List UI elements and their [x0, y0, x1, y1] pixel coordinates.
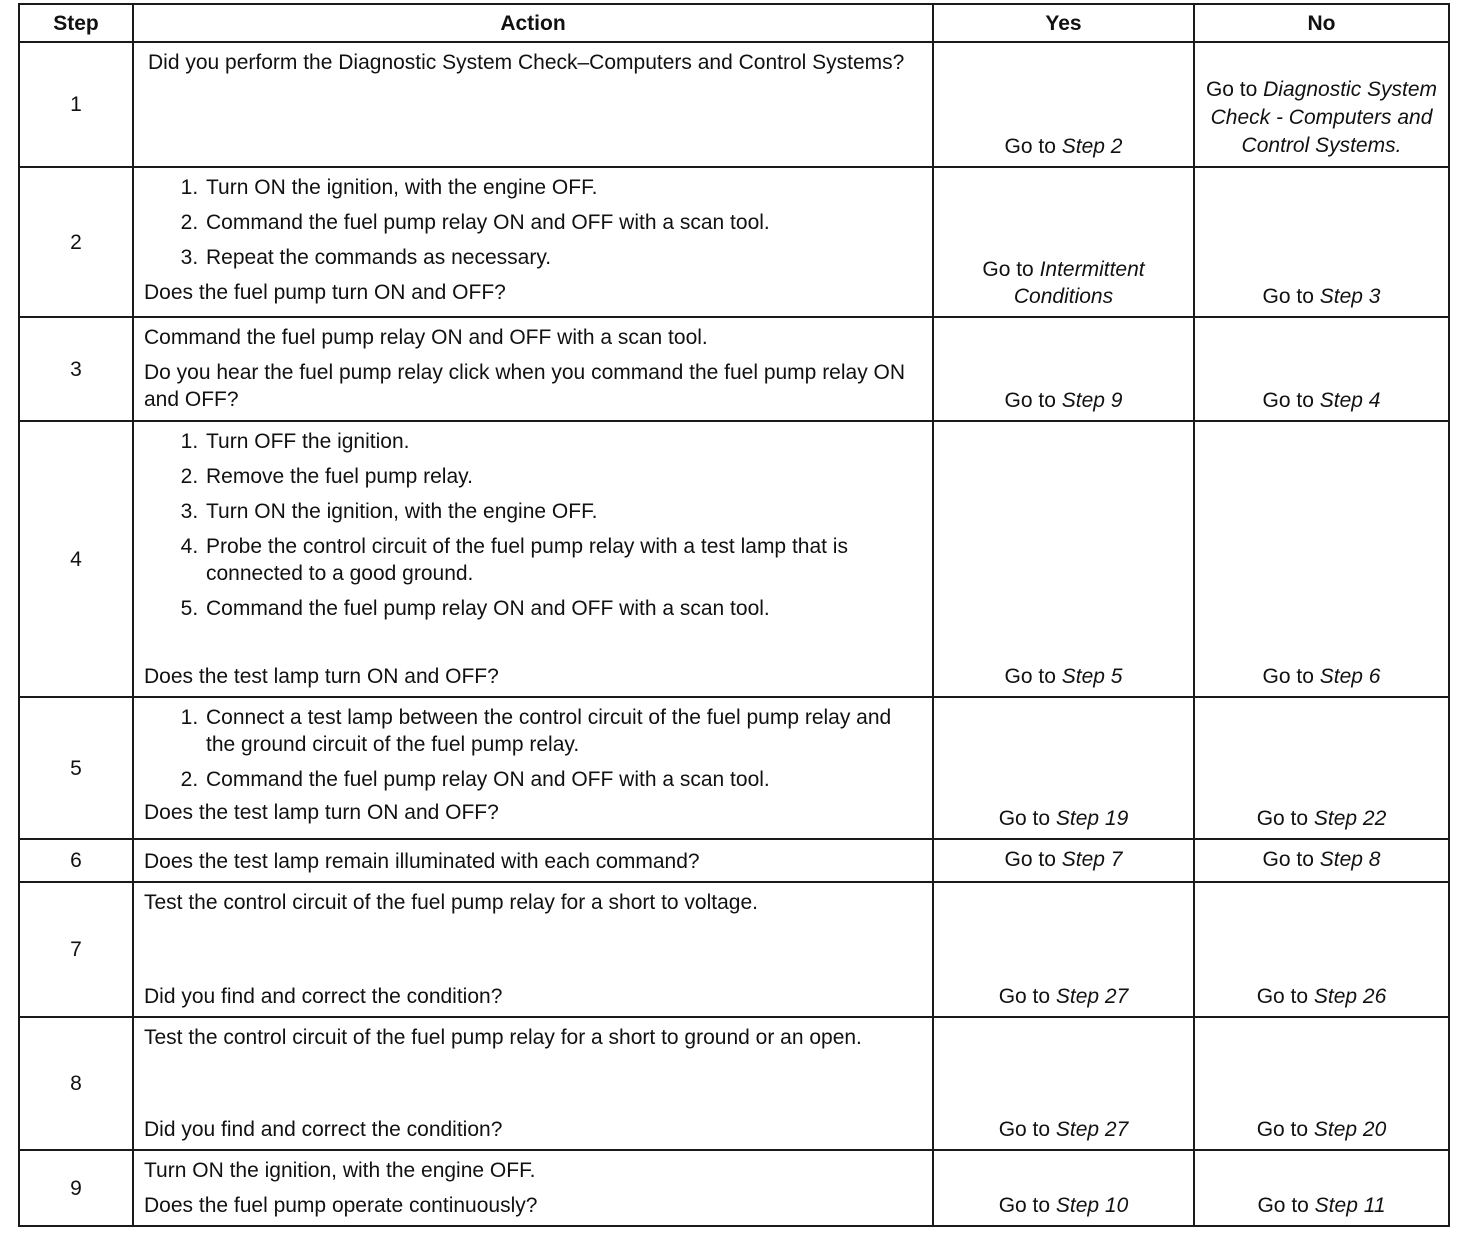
yes-target: Step 19: [1055, 807, 1129, 830]
go-to-prefix: Go to: [1256, 1118, 1314, 1141]
go-to-prefix: Go to: [1256, 807, 1314, 830]
list-item: 1. Connect a test lamp between the control circuit of the fuel pump relay and the ground circuit of the fuel pump relay.: [204, 704, 922, 758]
no-target: Step 6: [1319, 665, 1381, 688]
go-to-prefix: Go to: [998, 1194, 1056, 1217]
yes-cell: [933, 1150, 1194, 1226]
go-to-prefix: Go to: [1004, 389, 1062, 412]
action-question: Does the fuel pump operate continuously?: [144, 1194, 538, 1217]
step-number: 9: [19, 1150, 133, 1226]
list-item: 2. Command the fuel pump relay ON and OFF with a scan tool.: [204, 766, 922, 793]
table-row: [19, 1017, 1449, 1150]
step-number: 5: [19, 697, 133, 839]
yes-target: Step 5: [1061, 665, 1123, 688]
step-number: 2: [19, 167, 133, 317]
yes-cell: [933, 882, 1194, 1017]
no-target: Step 20: [1313, 1118, 1387, 1141]
go-to-prefix: Go to: [1205, 78, 1264, 101]
go-to-prefix: Go to: [1262, 665, 1320, 688]
yes-target: Step 27: [1055, 985, 1129, 1008]
action-list: [144, 174, 922, 271]
header-no: No: [1194, 4, 1449, 42]
go-to-prefix: Go to: [1257, 1194, 1315, 1217]
step-number: 7: [19, 882, 133, 1017]
go-to-prefix: Go to: [998, 807, 1056, 830]
no-target: Step 3: [1319, 285, 1381, 308]
action-cell: [133, 317, 933, 421]
header-action: Action: [133, 4, 933, 42]
action-cell: [133, 421, 933, 697]
go-to-prefix: Go to: [1004, 665, 1062, 688]
table-row: [19, 839, 1449, 882]
table-row: [19, 167, 1449, 317]
header-row: [19, 4, 1449, 42]
no-cell: [1194, 1150, 1449, 1226]
step-number: 4: [19, 421, 133, 697]
no-cell: [1194, 42, 1449, 167]
go-to-prefix: Go to: [998, 1118, 1056, 1141]
table-row: [19, 882, 1449, 1017]
action-question: Does the test lamp turn ON and OFF?: [144, 801, 499, 824]
action-question: Does the fuel pump turn ON and OFF?: [144, 281, 506, 304]
no-target: Step 11: [1314, 1194, 1386, 1217]
go-to-prefix: Go to: [1262, 389, 1320, 412]
no-target: Step 26: [1313, 985, 1387, 1008]
table-header: [19, 4, 1449, 42]
action-question: Does the test lamp remain illuminated with each command?: [144, 850, 700, 873]
no-cell: [1194, 421, 1449, 697]
list-item: 1. Turn ON the ignition, with the engine OFF.: [204, 174, 922, 201]
action-text: Test the control circuit of the fuel pump relay for a short to voltage.: [144, 891, 758, 914]
go-to-prefix: Go to: [1262, 848, 1320, 871]
action-cell: [133, 839, 933, 882]
action-text: Test the control circuit of the fuel pump relay for a short to ground or an open.: [144, 1026, 862, 1049]
step-number: 6: [19, 839, 133, 882]
yes-target: Step 27: [1055, 1118, 1129, 1141]
go-to-prefix: Go to: [1256, 985, 1314, 1008]
list-item: 3. Repeat the commands as necessary.: [204, 244, 922, 271]
action-cell: [133, 1150, 933, 1226]
go-to-prefix: Go to: [1262, 285, 1320, 308]
no-cell: [1194, 839, 1449, 882]
action-text: Command the fuel pump relay ON and OFF with a scan tool.: [144, 326, 708, 349]
list-item: 4. Probe the control circuit of the fuel pump relay with a test lamp that is connected to a good ground.: [204, 533, 922, 587]
action-question: Did you find and correct the condition?: [144, 1118, 503, 1141]
no-target: Step 4: [1319, 389, 1381, 412]
action-cell: [133, 1017, 933, 1150]
table-body: [19, 42, 1449, 1226]
yes-cell: [933, 697, 1194, 839]
action-cell: [133, 697, 933, 839]
no-cell: [1194, 317, 1449, 421]
action-question: Did you find and correct the condition?: [144, 985, 503, 1008]
action-list: [144, 428, 922, 622]
header-yes: Yes: [933, 4, 1194, 42]
list-item: 3. Turn ON the ignition, with the engine OFF.: [204, 498, 922, 525]
action-text: Turn ON the ignition, with the engine OFF.: [144, 1159, 536, 1182]
yes-cell: [933, 317, 1194, 421]
action-cell: [133, 882, 933, 1017]
action-cell: [133, 42, 933, 167]
list-item: 5. Command the fuel pump relay ON and OFF with a scan tool.: [204, 595, 922, 622]
table-row: [19, 42, 1449, 167]
go-to-prefix: Go to: [1004, 135, 1062, 158]
list-item: 2. Command the fuel pump relay ON and OFF with a scan tool.: [204, 209, 922, 236]
yes-target: Step 10: [1055, 1194, 1129, 1217]
header-step: Step: [19, 4, 133, 42]
diagnostic-table: [18, 3, 1450, 1227]
no-cell: [1194, 1017, 1449, 1150]
yes-target: Step 2: [1061, 135, 1123, 158]
no-cell: [1194, 697, 1449, 839]
yes-cell: [933, 42, 1194, 167]
no-cell: [1194, 882, 1449, 1017]
step-number: 3: [19, 317, 133, 421]
action-cell: [133, 167, 933, 317]
yes-cell: [933, 1017, 1194, 1150]
yes-target: Step 9: [1061, 389, 1123, 412]
action-question: Does the test lamp turn ON and OFF?: [144, 665, 499, 688]
go-to-prefix: Go to: [998, 985, 1056, 1008]
table-row: [19, 1150, 1449, 1226]
table-row: [19, 697, 1449, 839]
no-target: Step 22: [1313, 807, 1387, 830]
action-text: Did you perform the Diagnostic System Check–Computers and Control Systems?: [148, 51, 905, 74]
list-item: 1. Turn OFF the ignition.: [204, 428, 922, 455]
no-target: Diagnostic System Check - Computers and Control Systems.: [1210, 78, 1438, 157]
yes-target: Intermittent Conditions: [1013, 258, 1145, 308]
no-target: Step 8: [1319, 848, 1381, 871]
table-row: [19, 317, 1449, 421]
yes-cell: [933, 421, 1194, 697]
step-number: 1: [19, 42, 133, 167]
go-to-prefix: Go to: [982, 258, 1040, 281]
go-to-prefix: Go to: [1004, 848, 1062, 871]
table-row: [19, 421, 1449, 697]
action-list: [144, 704, 922, 793]
no-cell: [1194, 167, 1449, 317]
step-number: 8: [19, 1017, 133, 1150]
list-item: 2. Remove the fuel pump relay.: [204, 463, 922, 490]
action-question: Do you hear the fuel pump relay click when you command the fuel pump relay ON and OFF?: [144, 361, 906, 411]
yes-cell: [933, 839, 1194, 882]
yes-cell: [933, 167, 1194, 317]
yes-target: Step 7: [1061, 848, 1123, 871]
